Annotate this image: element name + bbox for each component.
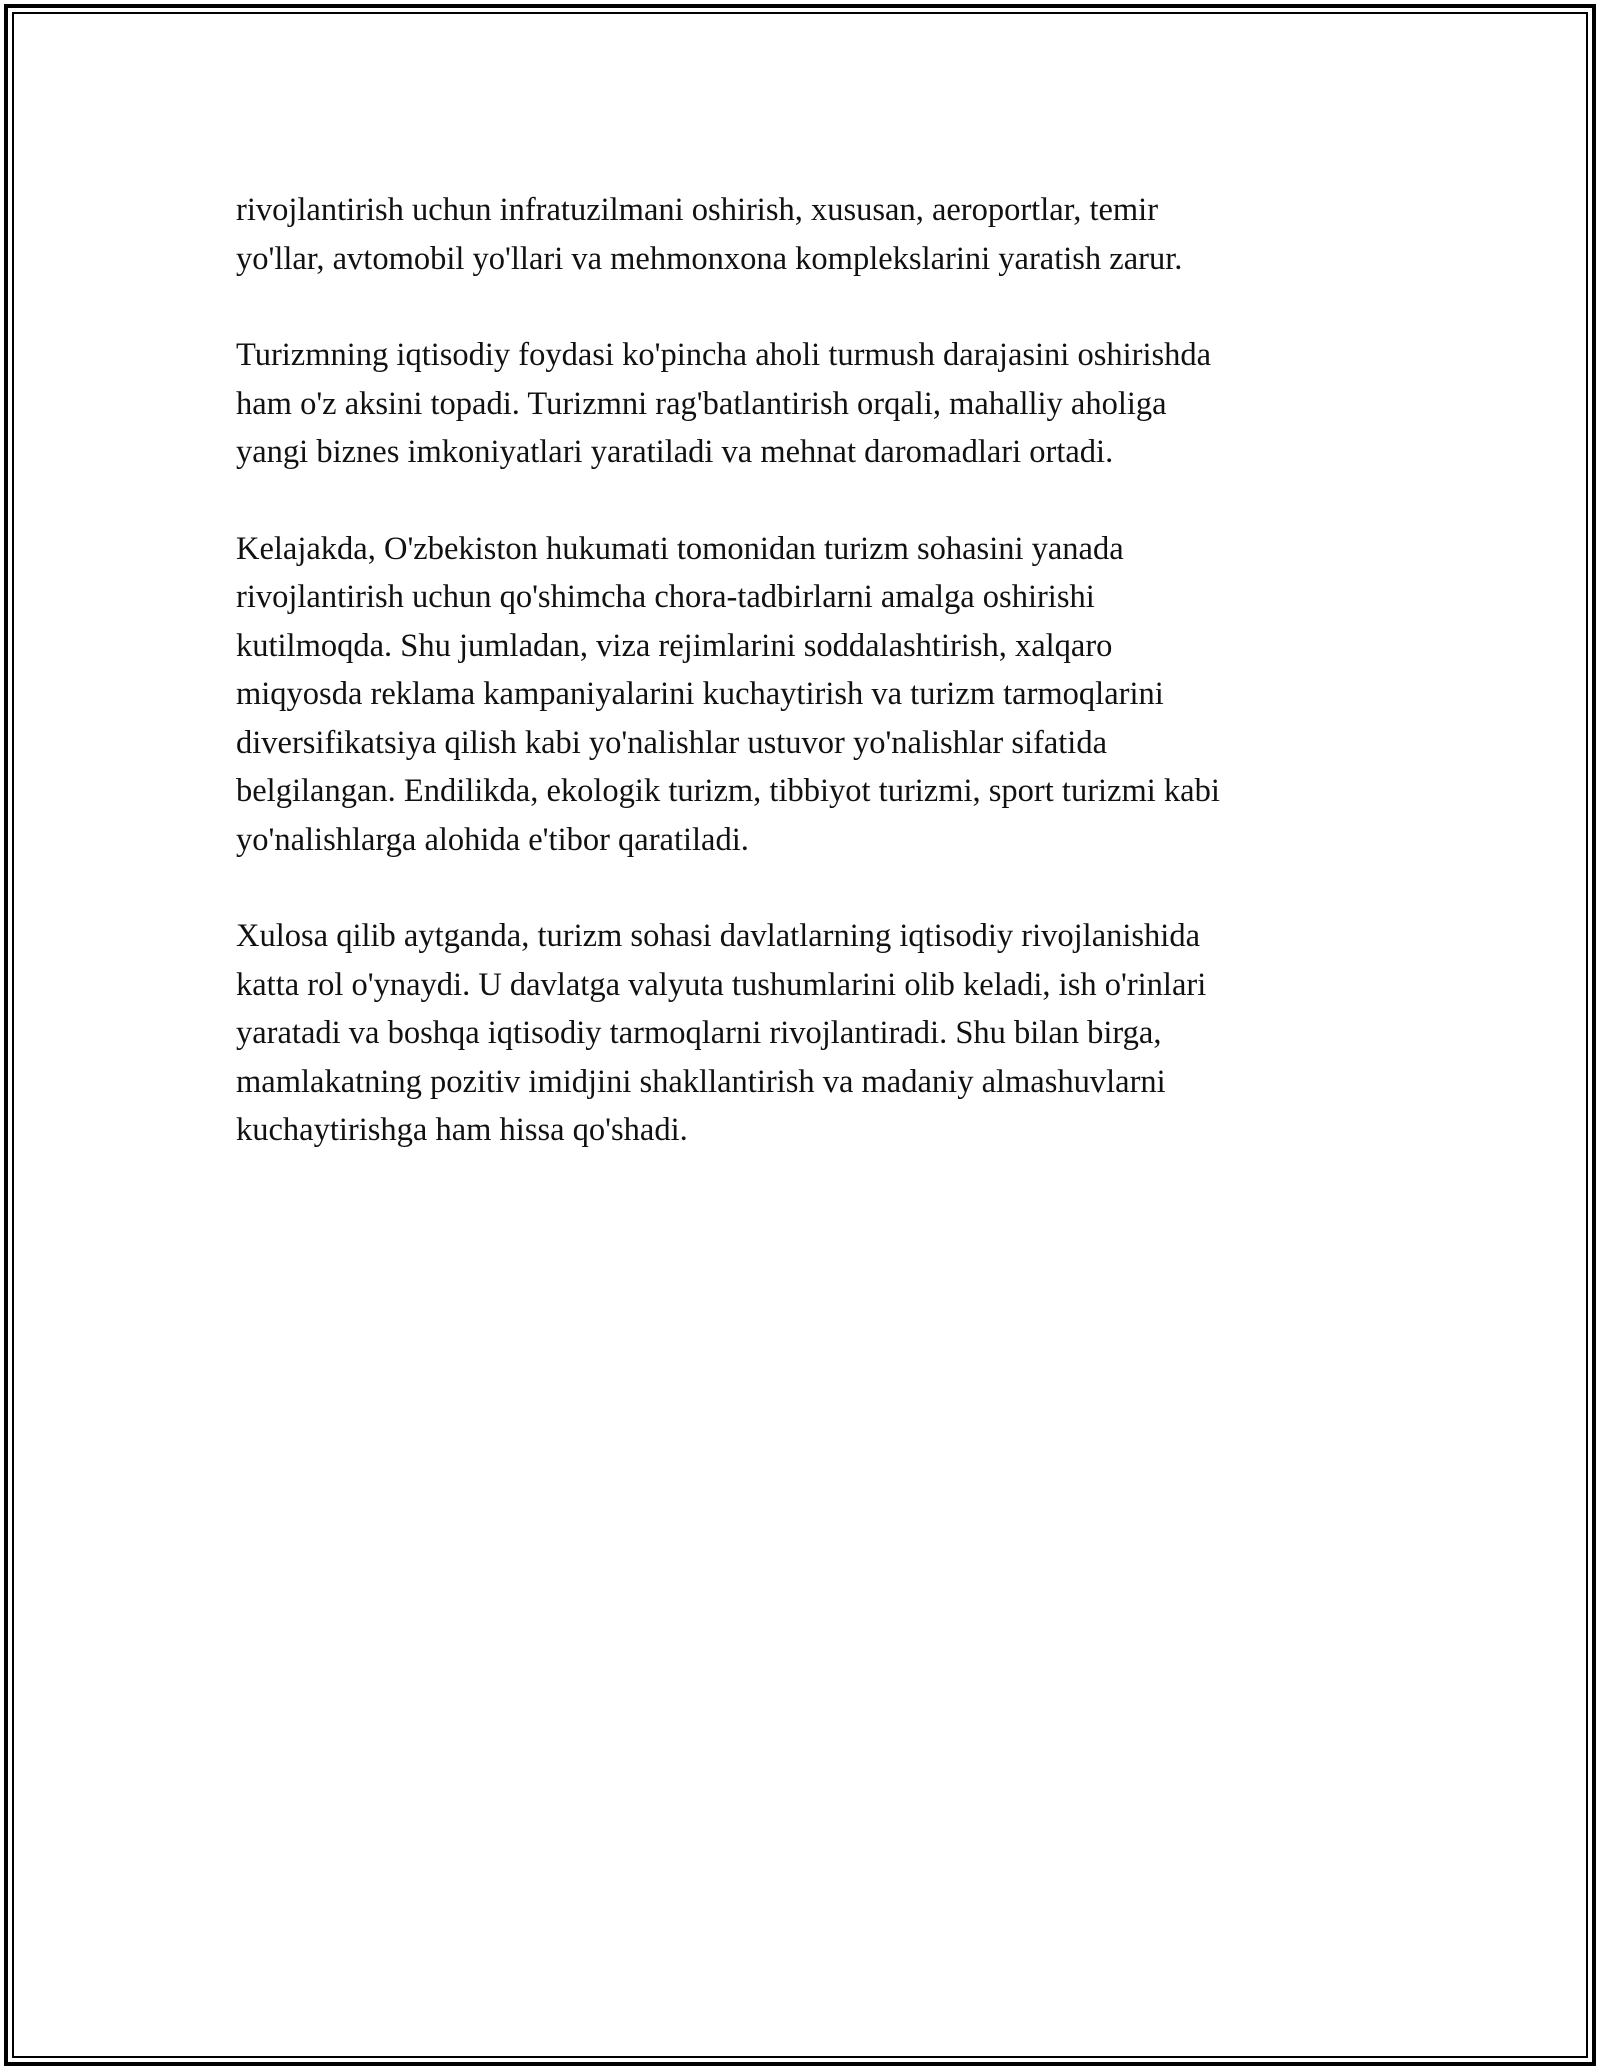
text-line: kuchaytirishga ham hissa qo'shadi. (236, 1112, 688, 1148)
text-line: yaratadi va boshqa iqtisodiy tarmoqlarni rivojlantiradi. Shu bilan birga, (236, 1015, 1162, 1051)
paragraph-infrastructure (236, 186, 1366, 283)
paragraph-conclusion (236, 912, 1366, 1155)
text-line: diversifikatsiya qilish kabi yo'nalishlar ustuvor yo'nalishlar sifatida (236, 724, 1107, 761)
text-line: Xulosa qilib aytganda, turizm sohasi davlatlarning iqtisodiy rivojlanishida (236, 918, 1201, 954)
text-line: Turizmning iqtisodiy foydasi ko'pincha aholi turmush darajasini oshirishda (236, 337, 1212, 373)
text-line: belgilangan. Endilikda, ekologik turizm, tibbiyot turizmi, sport turizmi kabi (236, 773, 1220, 809)
text-line: ham o'z aksini topadi. Turizmni rag'batlantirish orqali, mahalliy aholiga (236, 385, 1167, 422)
text-line: yo'llar, avtomobil yo'llari va mehmonxona komplekslarini yaratish zarur. (236, 240, 1183, 277)
paragraph-future-measures (236, 525, 1366, 865)
text-line: miqyosda reklama kampaniyalarini kuchaytirish va turizm tarmoqlarini (236, 676, 1164, 712)
document-body (236, 186, 1366, 1203)
text-line: rivojlantirish uchun qo'shimcha chora-tadbirlarni amalga oshirishi (236, 579, 1095, 615)
text-line: katta rol o'ynaydi. U davlatga valyuta tushumlarini olib keladi, ish o'rinlari (236, 966, 1207, 1003)
text-line: yangi biznes imkoniyatlari yaratiladi va mehnat daromadlari ortadi. (236, 434, 1114, 470)
paragraph-economic-benefit (236, 331, 1366, 477)
text-line: rivojlantirish uchun infratuzilmani oshirish, xususan, aeroportlar, temir (236, 192, 1159, 228)
text-line: yo'nalishlarga alohida e'tibor qaratiladi. (236, 821, 749, 858)
text-line: kutilmoqda. Shu jumladan, viza rejimlarini soddalashtirish, xalqaro (236, 627, 1113, 664)
text-line: Kelajakda, O'zbekiston hukumati tomonidan turizm sohasini yanada (236, 530, 1124, 567)
text-line: mamlakatning pozitiv imidjini shakllantirish va madaniy almashuvlarni (236, 1063, 1166, 1100)
